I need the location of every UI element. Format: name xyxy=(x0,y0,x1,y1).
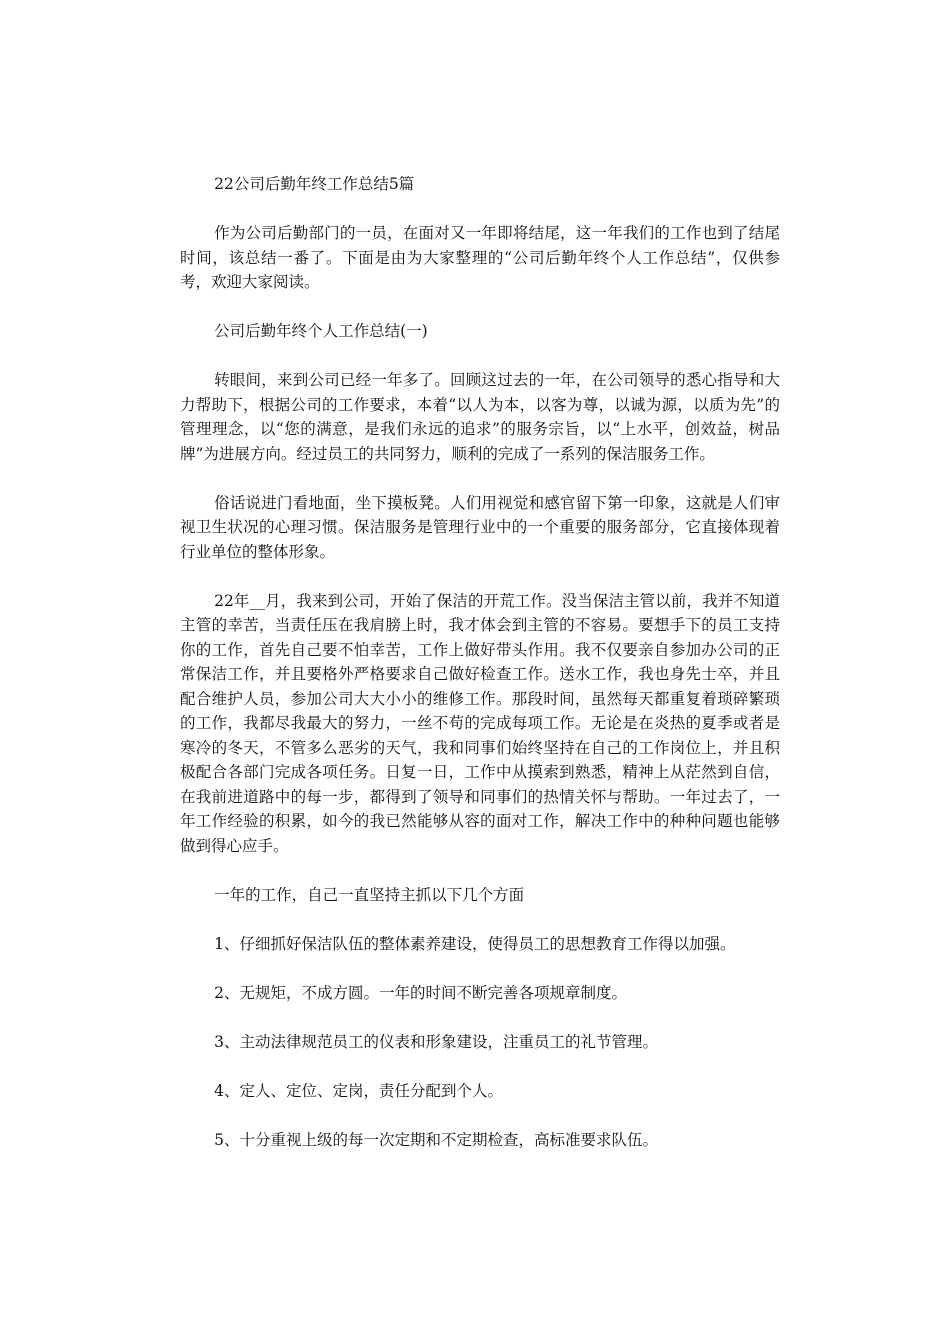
body-paragraph: 22年__月，我来到公司，开始了保洁的开荒工作。没当保洁主管以前，我并不知道主管的幸苦，当责任压在我肩膀上时，我才体会到主管的不容易。要想手下的员工支持你的工作，首先自己要不怕幸苦，工作上做好带头作用。我不仅要亲自参加办公司的正常保洁工作，并且要格外严格要求自己做好检查工作。送水工作，我也身先士卒，并且配合维护人员，参加公司大大小小的维修工作。那段时间，虽然每天都重复着琐碎繁琐的工作，我都尽我最大的努力，一丝不苟的完成每项工作。无论是在炎热的夏季或者是寒冷的冬天，不管多么恶劣的天气，我和同事们始终坚持在自己的工作岗位上，并且积极配合各部门完成各项任务。日复一日，工作中从摸索到熟悉，精神上从茫然到自信，在我前进道路中的每一步，都得到了领导和同事们的热情关怀与帮助。一年过去了，一年工作经验的积累，如今的我已然能够从容的面对工作，解决工作中的种种问题也能够做到得心应手。 xyxy=(180,591,780,855)
document-page xyxy=(180,172,780,1177)
document-title: 22公司后勤年终工作总结5篇 xyxy=(214,175,415,193)
intro-paragraph: 作为公司后勤部门的一员，在面对又一年即将结尾，这一年我们的工作也到了结尾时间，该总结一番了。下面是由为大家整理的“公司后勤年终个人工作总结”，仅供参考，欢迎大家阅读。 xyxy=(180,224,780,291)
list-item: 2、无规矩，不成方圆。一年的时间不断完善各项规章制度。 xyxy=(214,983,627,1002)
list-item: 4、定人、定位、定岗，责任分配到个人。 xyxy=(214,1081,503,1100)
body-paragraph: 俗话说进门看地面，坐下摸板凳。人们用视觉和感官留下第一印象，这就是人们审视卫生状况的心理习惯。保洁服务是管理行业中的一个重要的服务部分，它直接体现着行业单位的整体形象。 xyxy=(180,493,780,561)
list-item: 5、十分重视上级的每一次定期和不定期检查，高标准要求队伍。 xyxy=(214,1130,658,1149)
body-paragraph: 一年的工作，自己一直坚持主抓以下几个方面 xyxy=(214,885,525,904)
section-heading: 公司后勤年终个人工作总结(一) xyxy=(214,322,428,340)
list-item: 3、主动法律规范员工的仪表和形象建设，注重员工的礼节管理。 xyxy=(214,1032,658,1051)
list-item: 1、仔细抓好保洁队伍的整体素养建设，使得员工的思想教育工作得以加强。 xyxy=(214,934,736,953)
body-paragraph: 转眼间，来到公司已经一年多了。回顾这过去的一年，在公司领导的悉心指导和大力帮助下，根据公司的工作要求，本着“以人为本，以客为尊，以诚为源，以质为先”的管理理念，以“您的满意，是我们永远的追求”的服务宗旨，以“上水平，创效益，树品牌”为进展方向。经过员工的共同努力，顺利的完成了一系列的保洁服务工作。 xyxy=(180,371,780,463)
